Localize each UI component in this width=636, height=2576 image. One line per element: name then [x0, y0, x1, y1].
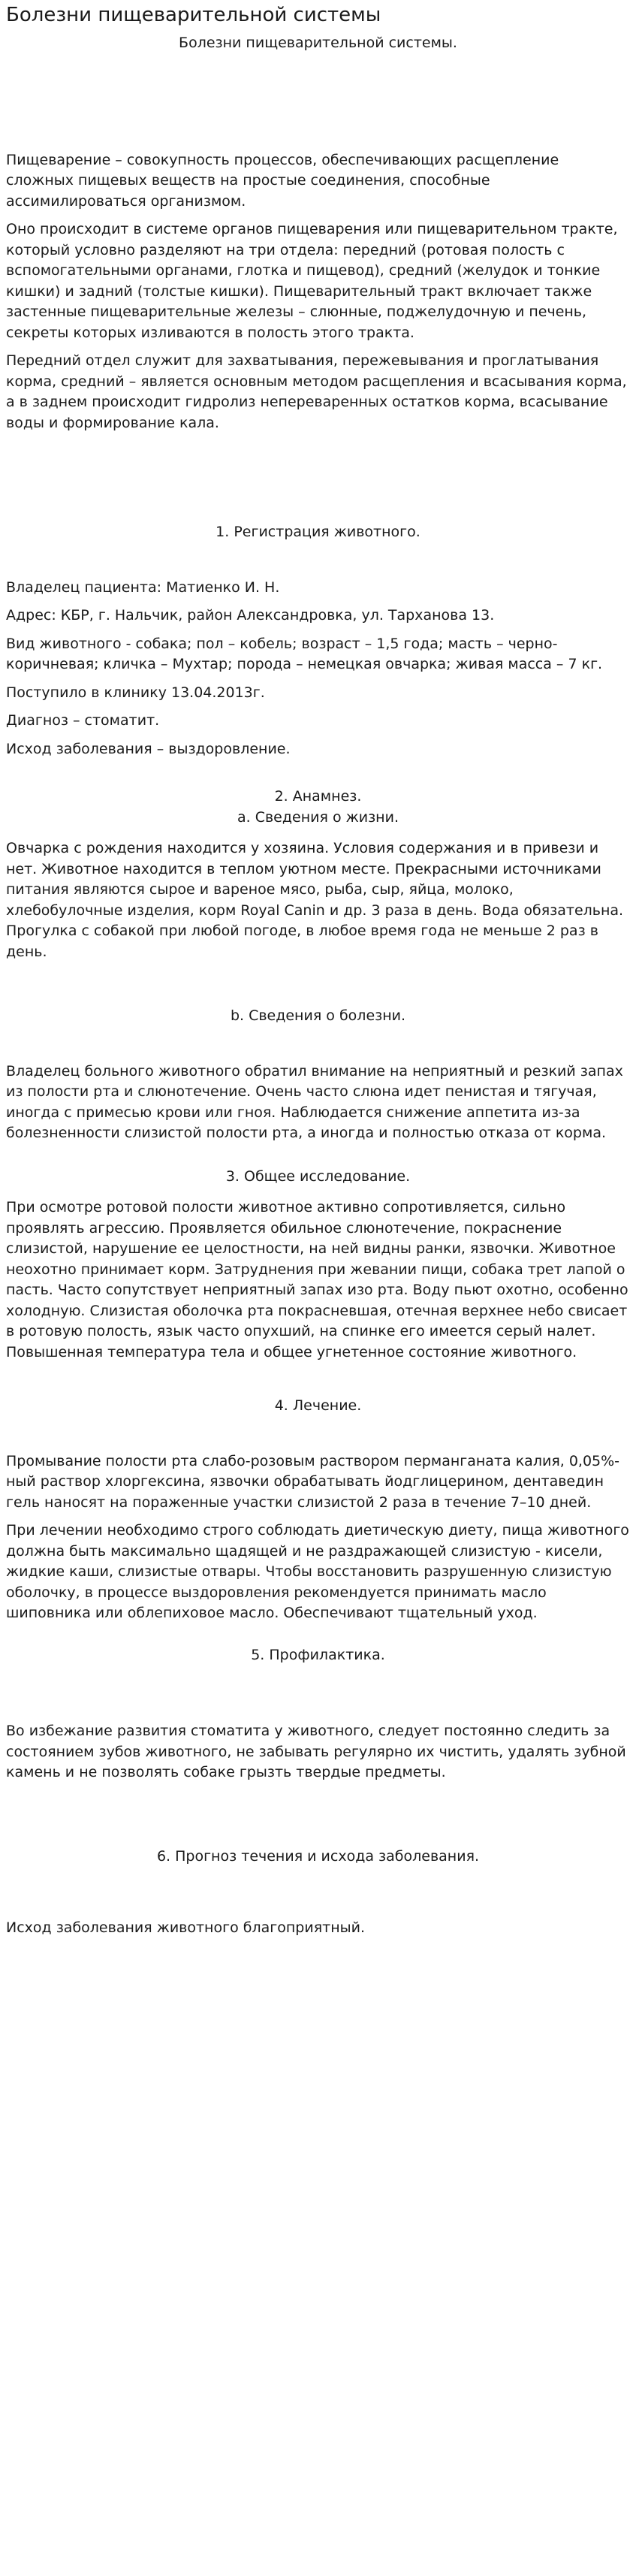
section-heading-examination: 3. Общее исследование. — [225, 1167, 411, 1185]
life-paragraph: Овчарка с рождения находится у хозяина. Условия содержания и в привези и нет. Животное находится в теплом уютном месте. Прекрасными источниками питания являются сырое и вареное мясо, рыба, сыр, яйца, молоко, хлебобулочные изделия, корм Royal Canin и др. 3 раза в день. Вода обязательна. Прогулка с собакой при любой погоде, в любое время года не меньше 2 раз в день. — [6, 840, 624, 960]
prognosis-paragraph: Исход заболевания животного благоприятный. — [6, 1919, 366, 1936]
document-page — [0, 3, 636, 1939]
animal-line: Вид животного - собака; пол – кобель; возраст – 1,5 года; масть – черно-коричневая; кличка – Мухтар; порода – немецкая овчарка; живая масса – 7 кг. — [6, 635, 603, 672]
document-subtitle: Болезни пищеварительной системы. — [179, 35, 457, 51]
intro-paragraph-3: Передний отдел служит для захватывания, пережевывания и проглатывания корма, средний – является основным методом расщепления и всасывания корма, а в заднем происходит гидролиз непереваренных остатков корма, всасывание воды и формирование кала. — [6, 352, 627, 431]
owner-line: Владелец пациента: Матиенко И. Н. — [6, 578, 280, 596]
address-line: Адрес: КБР, г. Нальчик, район Александровка, ул. Тарханова 13. — [6, 607, 495, 624]
section-heading-treatment: 4. Лечение. — [274, 1397, 362, 1414]
subsection-heading-disease: b. Сведения о болезни. — [230, 1007, 406, 1024]
treatment-paragraph-1: Промывание полости рта слабо-розовым раствором перманганата калия, 0,05%-ный раствор хлоргексина, язвочки обрабатывать йодглицерином, дентаведин гель наносят на пораженные участки слизистой 2 раза в течение 7–10 дней. — [6, 1452, 620, 1511]
intro-paragraph-1: Пищеварение – совокупность процессов, обеспечивающих расщепление сложных пищевых веществ на простые соединения, способные ассимилироваться организмом. — [6, 151, 559, 210]
outcome-line: Исход заболевания – выздоровление. — [6, 740, 291, 757]
disease-paragraph: Владелец больного животного обратил внимание на неприятный и резкий запах из полости рта и слюнотечение. Очень часто слюна идет пенистая и тягучая, иногда с примесью крови или гноя. Наблюдается снижение аппетита из-за болезненности слизистой полости рта, а иногда и полностью отказа от корма. — [6, 1062, 623, 1141]
section-heading-prevention: 5. Профилактика. — [251, 1646, 385, 1663]
section-heading-anamnesis: 2. Анамнез. — [274, 788, 362, 805]
admitted-line: Поступило в клинику 13.04.2013г. — [6, 684, 265, 701]
document-title: Болезни пищеварительной системы — [6, 4, 381, 26]
prevention-paragraph: Во избежание развития стоматита у животного, следует постоянно следить за состоянием зубов животного, не забывать регулярно их чистить, удалять зубной камень и не позволять собаке грызть твердые предметы. — [6, 1723, 626, 1780]
examination-paragraph: При осмотре ротовой полости животное активно сопротивляется, сильно проявлять агрессию. Проявляется обильное слюнотечение, покраснение слизистой, нарушение ее целостности, на ней видны ранки, язвочки. Животное неохотно принимает корм. Затруднения при жевании пищи, собака трет лапой о пасть. Часто сопутствует неприятный запах изо рта. Воду пьют охотно, особенно холодную. Слизистая оболочка рта покрасневшая, отечная верхнее небо свисает в ротовую полость, язык часто опухший, на спинке его имеется серый налет. Повышенная температура тела и общее угнетенное состояние животного. — [6, 1199, 628, 1360]
section-heading-prognosis: 6. Прогноз течения и исхода заболевания. — [156, 1847, 480, 1865]
intro-paragraph-2: Оно происходит в системе органов пищеварения или пищеварительном тракте, который условно разделяют на три отдела: передний (ротовая полость с вспомогательными органами, глотка и пищевод), средний (желудок и тонкие кишки) и задний (толстые кишки). Пищеварительный тракт включает также застенные пищеварительные железы – слюнные, поджелудочную и печень, секреты которых изливаются в полость этого тракта. — [6, 221, 618, 341]
subsection-heading-life: а. Сведения о жизни. — [237, 808, 399, 826]
section-heading-registration: 1. Регистрация животного. — [216, 524, 420, 540]
diagnosis-line: Диагноз – стоматит. — [6, 712, 160, 729]
treatment-paragraph-2: При лечении необходимо строго соблюдать диетическую диету, пища животного должна быть максимально щадящей и не раздражающей слизистую - кисели, жидкие каши, слизистые отвары. Чтобы восстановить разрушенную слизистую оболочку, в процессе выздоровления рекомендуется принимать масло шиповника или облепиховое масло. Обеспечивают тщательный уход. — [6, 1522, 629, 1621]
